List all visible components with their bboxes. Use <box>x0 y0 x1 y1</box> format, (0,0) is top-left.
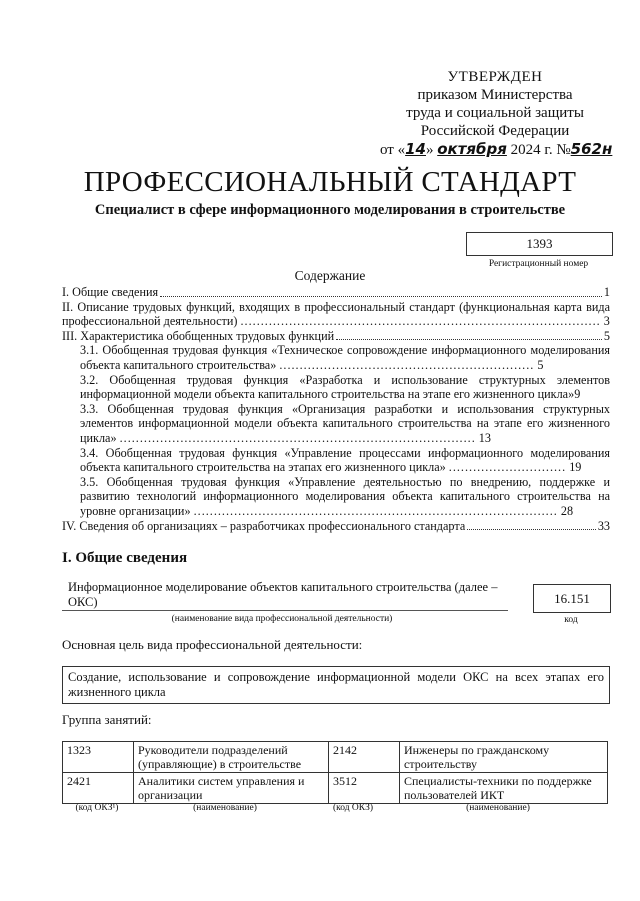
occupation-table <box>62 741 608 804</box>
toc-item-page: 19 <box>569 460 582 475</box>
occupation-name-cell: Руководители подразделений (управляющие) в строительстве <box>134 742 329 773</box>
goal-text-box: Создание, использование и сопровождение информационной модели ОКС на всех этапах его жизненного цикла <box>62 666 610 704</box>
occupation-name-cell: Аналитики систем управления и организации <box>134 773 329 804</box>
order-prefix: от « <box>380 142 406 158</box>
order-quote-close: » <box>425 142 434 158</box>
okz-code-cell: 1323 <box>63 742 134 773</box>
approval-block <box>380 68 613 159</box>
order-date-line <box>380 140 613 159</box>
document-title: ПРОФЕССИОНАЛЬНЫЙ СТАНДАРТ <box>83 166 577 198</box>
okz-code-cell: 3512 <box>329 773 400 804</box>
toc-item-text: 3.5. Обобщенная трудовая функция «Управление деятельностью по внедрению, поддержке и развитию технологий информационного моделирования объекта капитального строительства на уровне организации» <box>80 474 610 518</box>
toc-item-text: III. Характеристика обобщенных трудовых функций <box>62 328 335 343</box>
occupation-name-cell: Специалисты-техники по поддержке пользователей ИКТ <box>400 773 608 804</box>
toc-item-page: 13 <box>478 430 491 445</box>
toc-item-text: 3.1. Обобщенная трудовая функция «Техническое сопровождение информационного моделирования объекта капитального строительства» <box>80 343 610 372</box>
contents-title: Содержание <box>294 268 366 283</box>
order-month: октября <box>437 140 507 158</box>
toc-item-text: IV. Сведения об организациях – разработчиках профессионального стандарта <box>62 518 466 533</box>
approval-line-1: приказом Министерства <box>417 87 573 103</box>
code-caption: код <box>564 615 578 625</box>
table-row <box>63 773 608 804</box>
approval-title: УТВЕРЖДЕН <box>447 69 543 85</box>
toc-item[interactable] <box>62 329 610 344</box>
toc-item[interactable]: 3.1. Обобщенная трудовая функция «Техническое сопровождение информационного моделирования объекта капитального строительства» ............................................................... 5 <box>80 343 610 372</box>
approval-line-2: труда и социальной защиты <box>406 105 584 121</box>
registration-label: Регистрационный номер <box>488 259 589 269</box>
toc-item[interactable] <box>62 285 610 300</box>
footer-name: (наименование) <box>193 803 257 813</box>
activity-kind-caption: (наименование вида профессиональной деятельности) <box>171 614 393 624</box>
order-number: 562н <box>570 140 613 158</box>
occupation-group-label: Группа занятий: <box>62 712 152 727</box>
approval-line-3: Российской Федерации <box>420 123 570 139</box>
footer-okz-code: (код ОКЗ¹) <box>75 803 119 813</box>
activity-kind-code: 16.151 <box>533 584 611 613</box>
toc-item-text: 3.2. Обобщенная трудовая функция «Разработка и использование структурных элементов информационной модели объекта капитального строительства на этапе его жизненного цикла» <box>80 372 610 402</box>
toc-item[interactable]: 3.3. Обобщенная трудовая функция «Организация разработки и использования структурных элементов информационной модели объекта капитального строительства на этапе его жизненного цикла» ........................................................................................ 13 <box>80 401 610 445</box>
toc-item[interactable]: 3.5. Обобщенная трудовая функция «Управление деятельностью по внедрению, поддержке и развитию технологий информационного моделирования объекта капитального строительства на уровне организации» .......................................................................................... 28 <box>80 474 610 518</box>
toc-item-text: 3.4. Обобщенная трудовая функция «Управление процессами информационного моделирования объекта капитального строительства на этапах его жизненного цикла» <box>80 445 610 475</box>
toc-item-page: 33 <box>597 518 610 533</box>
toc-item-page: 5 <box>537 357 544 372</box>
table-of-contents <box>62 285 610 533</box>
toc-item-text: 3.3. Обобщенная трудовая функция «Организация разработки и использования структурных элементов информационной модели объекта капитального строительства на этапе его жизненного цикла» <box>80 401 610 445</box>
toc-item-page: 9 <box>574 387 581 402</box>
order-year: 2024 г. № <box>510 142 571 158</box>
okz-code-cell: 2421 <box>63 773 134 804</box>
toc-item[interactable] <box>62 373 610 402</box>
footer-name: (наименование) <box>466 803 530 813</box>
section-heading: I. Общие сведения <box>62 550 188 566</box>
occupation-table-footer <box>62 803 608 813</box>
order-day: 14 <box>405 140 426 158</box>
toc-item-page: 5 <box>603 328 610 343</box>
footer-okz-code: (код ОКЗ) <box>332 803 374 813</box>
table-row <box>63 742 608 773</box>
toc-item-page: 1 <box>603 285 610 299</box>
goal-label: Основная цель вида профессиональной деятельности: <box>62 637 363 652</box>
toc-item-page: 28 <box>560 503 574 518</box>
occupation-name-cell: Инженеры по гражданскому строительству <box>400 742 608 773</box>
toc-item-page: 3 <box>603 314 610 329</box>
activity-kind-name: Информационное моделирование объектов капитального строительства (далее – ОКС) <box>62 580 508 611</box>
document-subtitle: Специалист в сфере информационного моделирования в строительстве <box>94 202 566 218</box>
okz-code-cell: 2142 <box>329 742 400 773</box>
toc-item[interactable]: 3.4. Обобщенная трудовая функция «Управление процессами информационного моделирования объекта капитального строительства на этапах его жизненного цикла» ............................. 19 <box>80 445 610 475</box>
toc-item[interactable]: II. Описание трудовых функций, входящих в профессиональный стандарт (функциональная карта вида профессиональной деятельности) ......................................................................................... 3 <box>62 299 610 329</box>
registration-number-box: 1393 <box>466 232 613 256</box>
toc-item[interactable] <box>62 519 610 534</box>
toc-item-text: I. Общие сведения <box>62 285 159 299</box>
toc-item-text: II. Описание трудовых функций, входящих в профессиональный стандарт (функциональная карта вида профессиональной деятельности) <box>62 299 610 329</box>
